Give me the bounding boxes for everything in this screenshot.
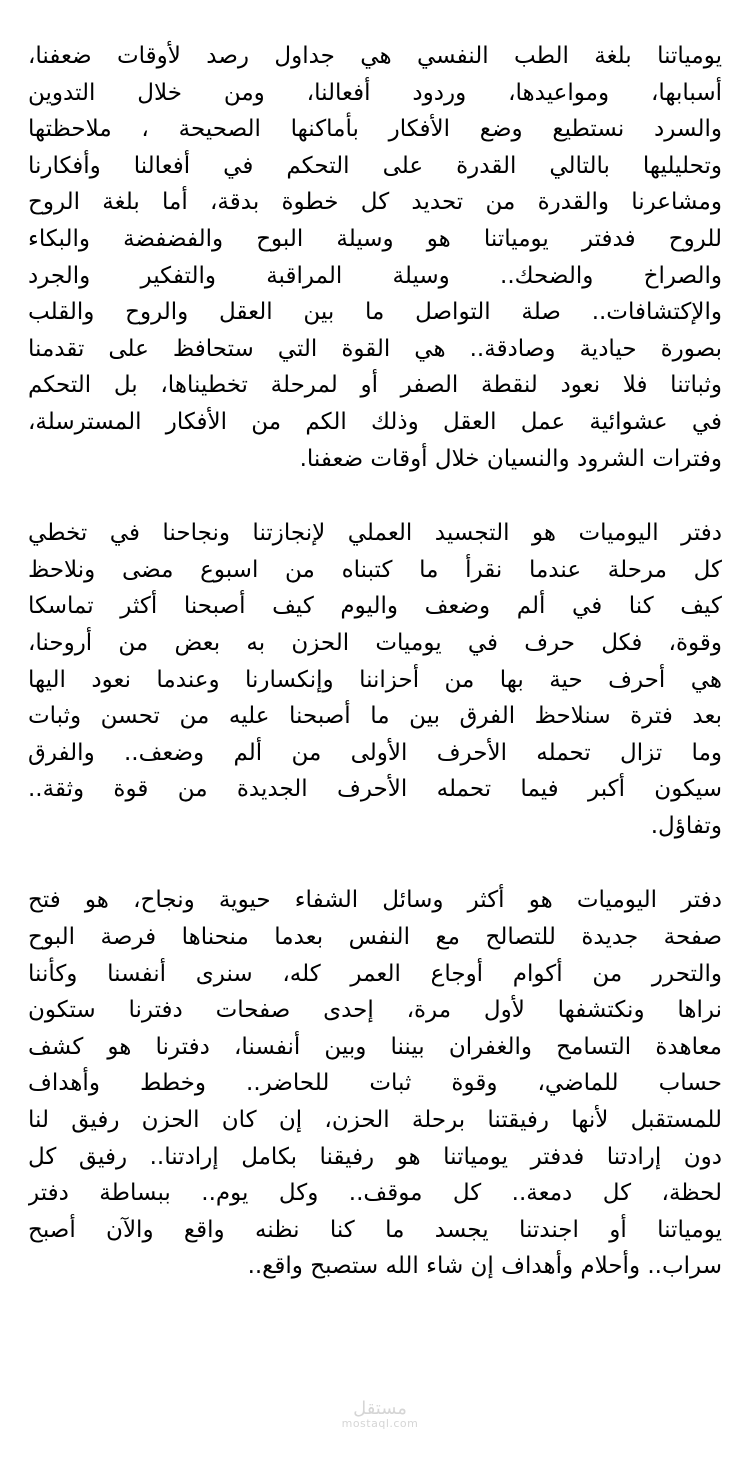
paragraph-2 <box>28 515 722 844</box>
text-line: والسرد نستطيع وضع الأفكار بأماكنها الصحيحة ، ملاحظتها <box>28 116 722 143</box>
document-body <box>28 38 722 1285</box>
text-line: للروح فدفتر يومياتنا هو وسيلة البوح والفضفضة والبكاء <box>28 225 722 252</box>
text-line: والصراخ والضحك.. وسيلة المراقبة والتفكير والجرد <box>28 262 722 289</box>
text-line: للمستقبل لأنها رفيقتنا برحلة الحزن، إن كان الحزن رفيق لنا <box>28 1107 722 1134</box>
text-line: سيكون أكبر فيما تحمله الأحرف الجديدة من قوة وثقة.. <box>28 776 722 803</box>
text-line: لحظة، كل دمعة.. كل موقف.. وكل يوم.. ببساطة دفتر <box>28 1180 722 1207</box>
text-line: بعد فترة سنلاحظ الفرق بين ما أصبحنا عليه من تحسن وثبات <box>28 703 722 730</box>
text-line: ومشاعرنا والقدرة من تحديد كل خطوة بدقة، أما بلغة الروح <box>28 189 722 216</box>
watermark-logo <box>335 1400 425 1434</box>
watermark-arabic: مستقل <box>353 1398 407 1419</box>
text-line: يومياتنا أو اجندتنا يجسد ما كنا نظنه واقع والآن أصبح <box>28 1216 722 1243</box>
text-line: معاهدة التسامح والغفران بيننا وبين أنفسنا، دفترنا هو كشف <box>28 1033 722 1060</box>
text-line: صفحة جديدة للتصالح مع النفس بعدما منحناها فرصة البوح <box>28 924 722 951</box>
text-line: هي أحرف حية بها من أحزاننا وإنكسارنا وعندما نعود اليها <box>28 666 722 693</box>
text-line: يومياتنا بلغة الطب النفسي هي جداول رصد لأوقات ضعفنا، <box>28 43 722 69</box>
text-line: والإكتشافات.. صلة التواصل ما بين العقل والروح والقلب <box>28 299 722 326</box>
text-line: وتحليليها بالتالي القدرة على التحكم في أفعالنا وأفكارنا <box>28 152 722 179</box>
text-line: حساب للماضي، وقوة ثبات للحاضر.. وخطط وأهداف <box>28 1070 722 1097</box>
text-line: وفترات الشرود والنسيان خلال أوقات ضعفنا. <box>299 445 722 472</box>
text-line: نراها ونكتشفها لأول مرة، إحدى صفحات دفترنا ستكون <box>28 997 722 1024</box>
text-line: بصورة حيادية وصادقة.. هي القوة التي ستحافظ على تقدمنا <box>28 335 722 362</box>
text-line: كل مرحلة عندما نقرأ ما كتبناه من اسبوع مضى ونلاحظ <box>28 556 722 583</box>
text-line: كيف كنا في ألم وضعف واليوم كيف أصبحنا أكثر تماسكا <box>28 593 722 620</box>
text-line: والتحرر من أكوام أوجاع العمر كله، سنرى أنفسنا وكأننا <box>28 960 722 987</box>
text-line: وثباتنا فلا نعود لنقطة الصفر أو لمرحلة تخطيناها، بل التحكم <box>28 372 722 399</box>
text-line: في عشوائية عمل العقل وذلك الكم من الأفكار المسترسلة، <box>28 408 722 435</box>
text-line: دفتر اليوميات هو أكثر وسائل الشفاء حيوية ونجاح، هو فتح <box>28 887 722 914</box>
text-line: سراب.. وأحلام وأهداف إن شاء الله ستصبح واقع.. <box>247 1253 722 1280</box>
text-line: وقوة، فكل حرف في يوميات الحزن به بعض من أروحنا، <box>28 629 722 656</box>
watermark-latin: mostaql.com <box>341 1417 419 1430</box>
text-line: أسبابها، ومواعيدها، وردود أفعالنا، ومن خلال التدوين <box>28 79 722 106</box>
text-line: دفتر اليوميات هو التجسيد العملي لإنجازتنا ونجاحنا في تخطي <box>28 520 722 547</box>
text-line: وتفاؤل. <box>650 812 722 839</box>
text-line: وما تزال تحمله الأحرف الأولى من ألم وضعف.. والفرق <box>28 739 722 766</box>
paragraph-1 <box>28 38 722 477</box>
text-line: دون إرادتنا فدفتر يومياتنا هو رفيقنا بكامل إرادتنا.. رفيق كل <box>28 1143 722 1170</box>
paragraph-3 <box>28 882 722 1285</box>
